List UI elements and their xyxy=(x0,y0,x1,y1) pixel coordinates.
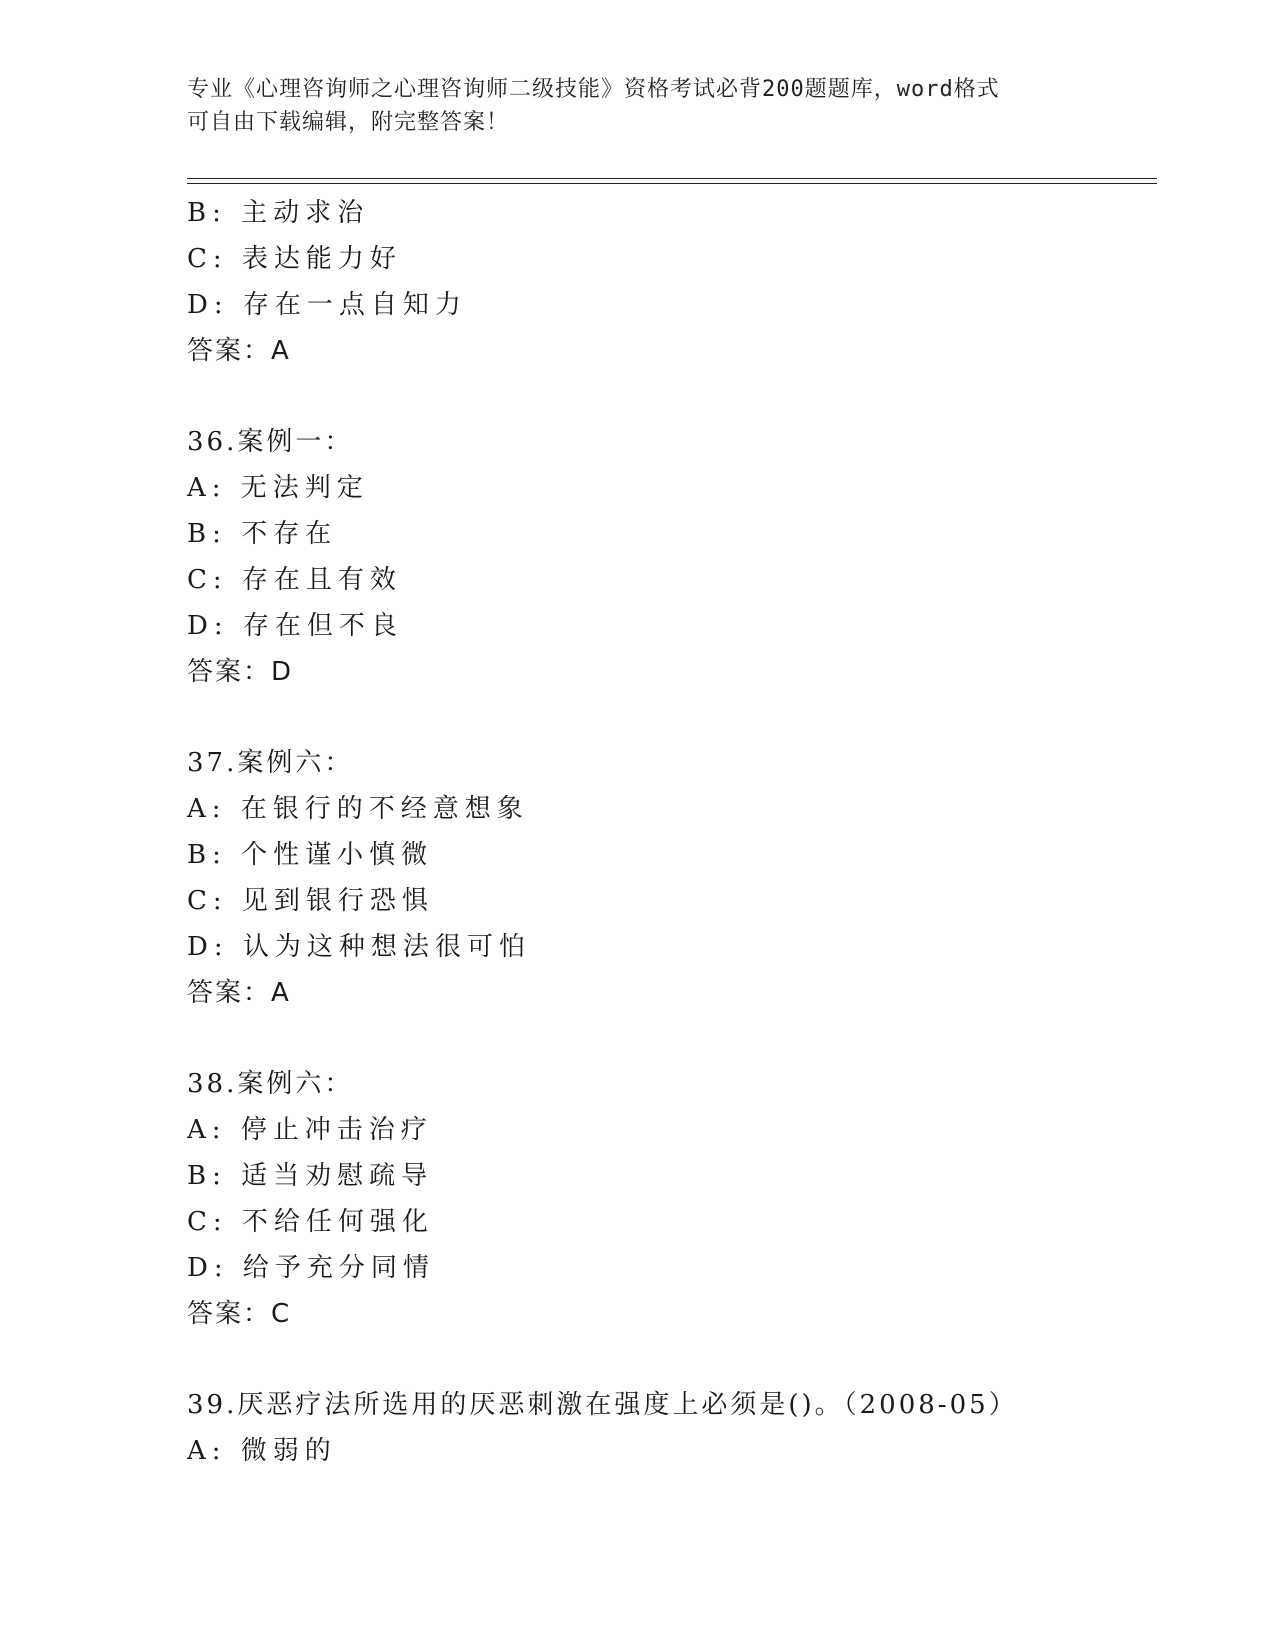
question-block-38 xyxy=(187,1061,1147,1337)
document-header xyxy=(187,73,1087,139)
answer-line: 答案：C xyxy=(187,1299,292,1329)
option-b: B: 适当劝慰疏导 xyxy=(187,1161,434,1191)
header-divider-top xyxy=(187,178,1157,179)
question-block-37 xyxy=(187,740,1147,1016)
question-title: 36.案例一： xyxy=(187,427,354,457)
option-c: C: 不给任何强化 xyxy=(187,1207,434,1237)
option-c: C: 存在且有效 xyxy=(187,565,402,595)
answer-line: 答案：A xyxy=(187,978,291,1008)
question-block-35-continued xyxy=(187,190,1147,374)
option-d: D: 存在一点自知力 xyxy=(187,290,467,320)
option-d: D: 给予充分同情 xyxy=(187,1253,435,1283)
option-a: A: 无法判定 xyxy=(187,473,369,503)
option-c: C: 表达能力好 xyxy=(187,244,402,274)
spacer xyxy=(187,1337,1147,1382)
question-title: 37.案例六： xyxy=(187,748,354,778)
spacer xyxy=(187,374,1147,419)
question-block-36 xyxy=(187,419,1147,695)
question-title: 39.厌恶疗法所选用的厌恶刺激在强度上必须是()。（2008-05） xyxy=(187,1390,1018,1420)
option-a: A: 在银行的不经意想象 xyxy=(187,794,529,824)
option-d: D: 存在但不良 xyxy=(187,611,403,641)
question-block-39 xyxy=(187,1382,1147,1474)
option-a: A: 停止冲击治疗 xyxy=(187,1115,433,1145)
option-a: A: 微弱的 xyxy=(187,1436,337,1466)
question-list xyxy=(187,190,1147,1474)
option-c: C: 见到银行恐惧 xyxy=(187,886,434,916)
header-title-line-1: 专业《心理咨询师之心理咨询师二级技能》资格考试必背200题题库，word格式 xyxy=(187,77,1000,102)
header-title-line-2: 可自由下载编辑，附完整答案！ xyxy=(187,110,510,135)
option-d: D: 认为这种想法很可怕 xyxy=(187,932,531,962)
spacer xyxy=(187,1016,1147,1061)
option-b: B: 主动求治 xyxy=(187,198,370,228)
answer-line: 答案：D xyxy=(187,657,294,687)
answer-line: 答案：A xyxy=(187,336,291,366)
question-title: 38.案例六： xyxy=(187,1069,354,1099)
spacer xyxy=(187,695,1147,740)
header-divider-bottom xyxy=(187,183,1157,184)
option-b: B: 个性谨小慎微 xyxy=(187,840,434,870)
option-b: B: 不存在 xyxy=(187,519,338,549)
